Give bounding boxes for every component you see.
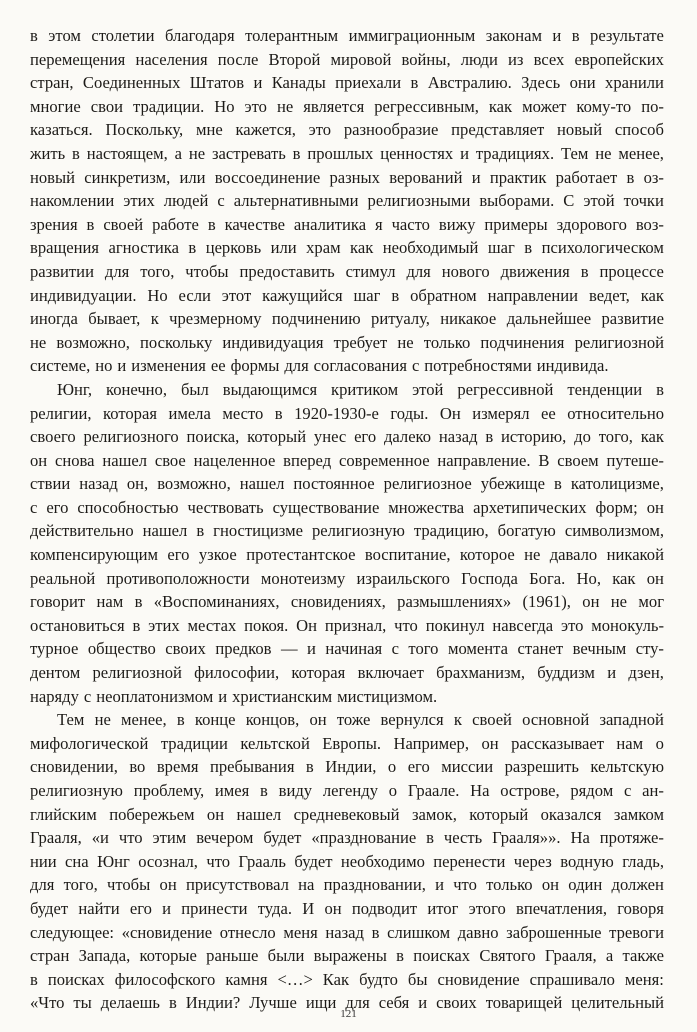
text-line: будет найти его и принести туда. И он подводит итог этого впечатления, говоря — [30, 898, 664, 918]
text-line: глийским побережьем он нашел средневековый замок, который оказался замком — [30, 804, 664, 824]
text-line: ствии назад он, возможно, нашел постоянное религиозное убежище в католицизме, — [30, 474, 664, 494]
text-line: системе, но и изменения ее формы для согласования с потребностями индивида. — [30, 356, 609, 376]
text-line: Юнг, конечно, был выдающимся критиком этой регрессивной тенденции в — [57, 379, 664, 399]
text-line: вращения агностика в церковь или храм как необходимый шаг в психологическом — [30, 238, 664, 258]
text-line: стран Запада, которые раньше были выражены в поисках Святого Грааля, а также — [30, 946, 664, 966]
text-line: наряду с неоплатонизмом и христианским мистицизмом. — [30, 686, 438, 706]
text-line: сновидении, во время пребывания в Индии, о его миссии разрешить кельтскую — [30, 757, 664, 777]
text-line: не возможно, поскольку индивидуация требует не только подчинения религиозной — [30, 332, 664, 352]
text-line: зрения в своей работе в качестве аналитика я часто вижу примеры здорового воз- — [30, 214, 664, 234]
body-text — [30, 24, 664, 1015]
text-line: мифологической традиции кельтской Европы. Например, он рассказывает нам о — [30, 733, 664, 753]
text-line: новый синкретизм, или воссоединение разных верований и практик работает в оз- — [30, 167, 664, 187]
text-line: дентом религиозной философии, которая включает брахманизм, буддизм и дзен, — [30, 663, 664, 683]
text-line: нии сна Юнг осознал, что Грааль будет необходимо перенести через водную гладь, — [30, 851, 664, 871]
text-line: для того, чтобы он присутствовал на праздновании, и что только он один должен — [30, 875, 664, 895]
text-line: своего религиозного поиска, который унес его далеко назад в историю, до того, как — [30, 427, 664, 447]
page-number: 121 — [340, 1008, 357, 1020]
text-line: говорит нам в «Воспоминаниях, сновидениях, размышлениях» (1961), он не мог — [30, 592, 664, 612]
text-line: многие свои традиции. Но это не является регрессивным, как может кому-то по- — [30, 96, 664, 116]
text-line: Грааля, «и что этим вечером будет «празднование в честь Грааля»». На протяже- — [30, 828, 664, 848]
text-line: иногда бывает, к чрезмерному подчинению ритуалу, никакое дальнейшее развитие — [30, 309, 664, 329]
text-line: компенсирующим его узкое протестантское воспитание, которое не давало никакой — [30, 545, 664, 565]
text-line: религии, которая имела место в 1920-1930-е годы. Он измерял ее относительно — [30, 403, 664, 423]
text-line: Тем не менее, в конце концов, он тоже вернулся к своей основной западной — [57, 710, 664, 730]
text-line: развитии для того, чтобы предоставить стимул для нового движения в процессе — [30, 261, 664, 281]
text-line: реальной противоположности монотеизму израильского Господа Бога. Но, как он — [30, 568, 664, 588]
text-line: индивидуации. Но если этот кажущийся шаг в обратном направлении ведет, как — [30, 285, 664, 305]
text-line: накомлении этих людей с альтернативными религиозными выборами. С этой точки — [30, 191, 664, 211]
text-line: следующее: «сновидение отнесло меня назад в слишком давно заброшенные тревоги — [30, 922, 664, 942]
text-line: перемещения населения после Второй мировой войны, люди из всех европейских — [30, 49, 664, 69]
text-line: жить в настоящем, а не застревать в прошлых ценностях и традициях. Тем не менее, — [30, 143, 664, 163]
text-line: с его способностью чествовать существование множества архетипических форм; он — [30, 497, 664, 517]
text-line: в этом столетии благодаря толерантным иммиграционным законам и в результате — [30, 26, 664, 45]
text-line: «Что ты делаешь в Индии? Лучше ищи для себя и своих товарищей целительный — [30, 993, 664, 1013]
text-line: остановиться в этих местах покоя. Он признал, что покинул навсегда это монокуль- — [30, 615, 664, 635]
text-line: казаться. Поскольку, мне кажется, это разнообразие представляет новый способ — [30, 120, 664, 140]
text-line: в поисках философского камня <…> Как будто бы сновидение спрашивало меня: — [30, 969, 664, 989]
text-line: он снова нашел свое нацеленное вперед современное направление. В своем путеше- — [30, 450, 664, 470]
text-line: действительно нашел в гностицизме религиозную традицию, богатую символизмом, — [30, 521, 664, 541]
text-line: турное общество своих предков — и начиная с того момента станет вечным сту- — [30, 639, 664, 659]
text-line: стран, Соединенных Штатов и Канады приехали в Австралию. Здесь они хранили — [30, 73, 664, 93]
text-line: религиозную проблему, имея в виду легенду о Граале. На острове, рядом с ан- — [30, 781, 664, 800]
